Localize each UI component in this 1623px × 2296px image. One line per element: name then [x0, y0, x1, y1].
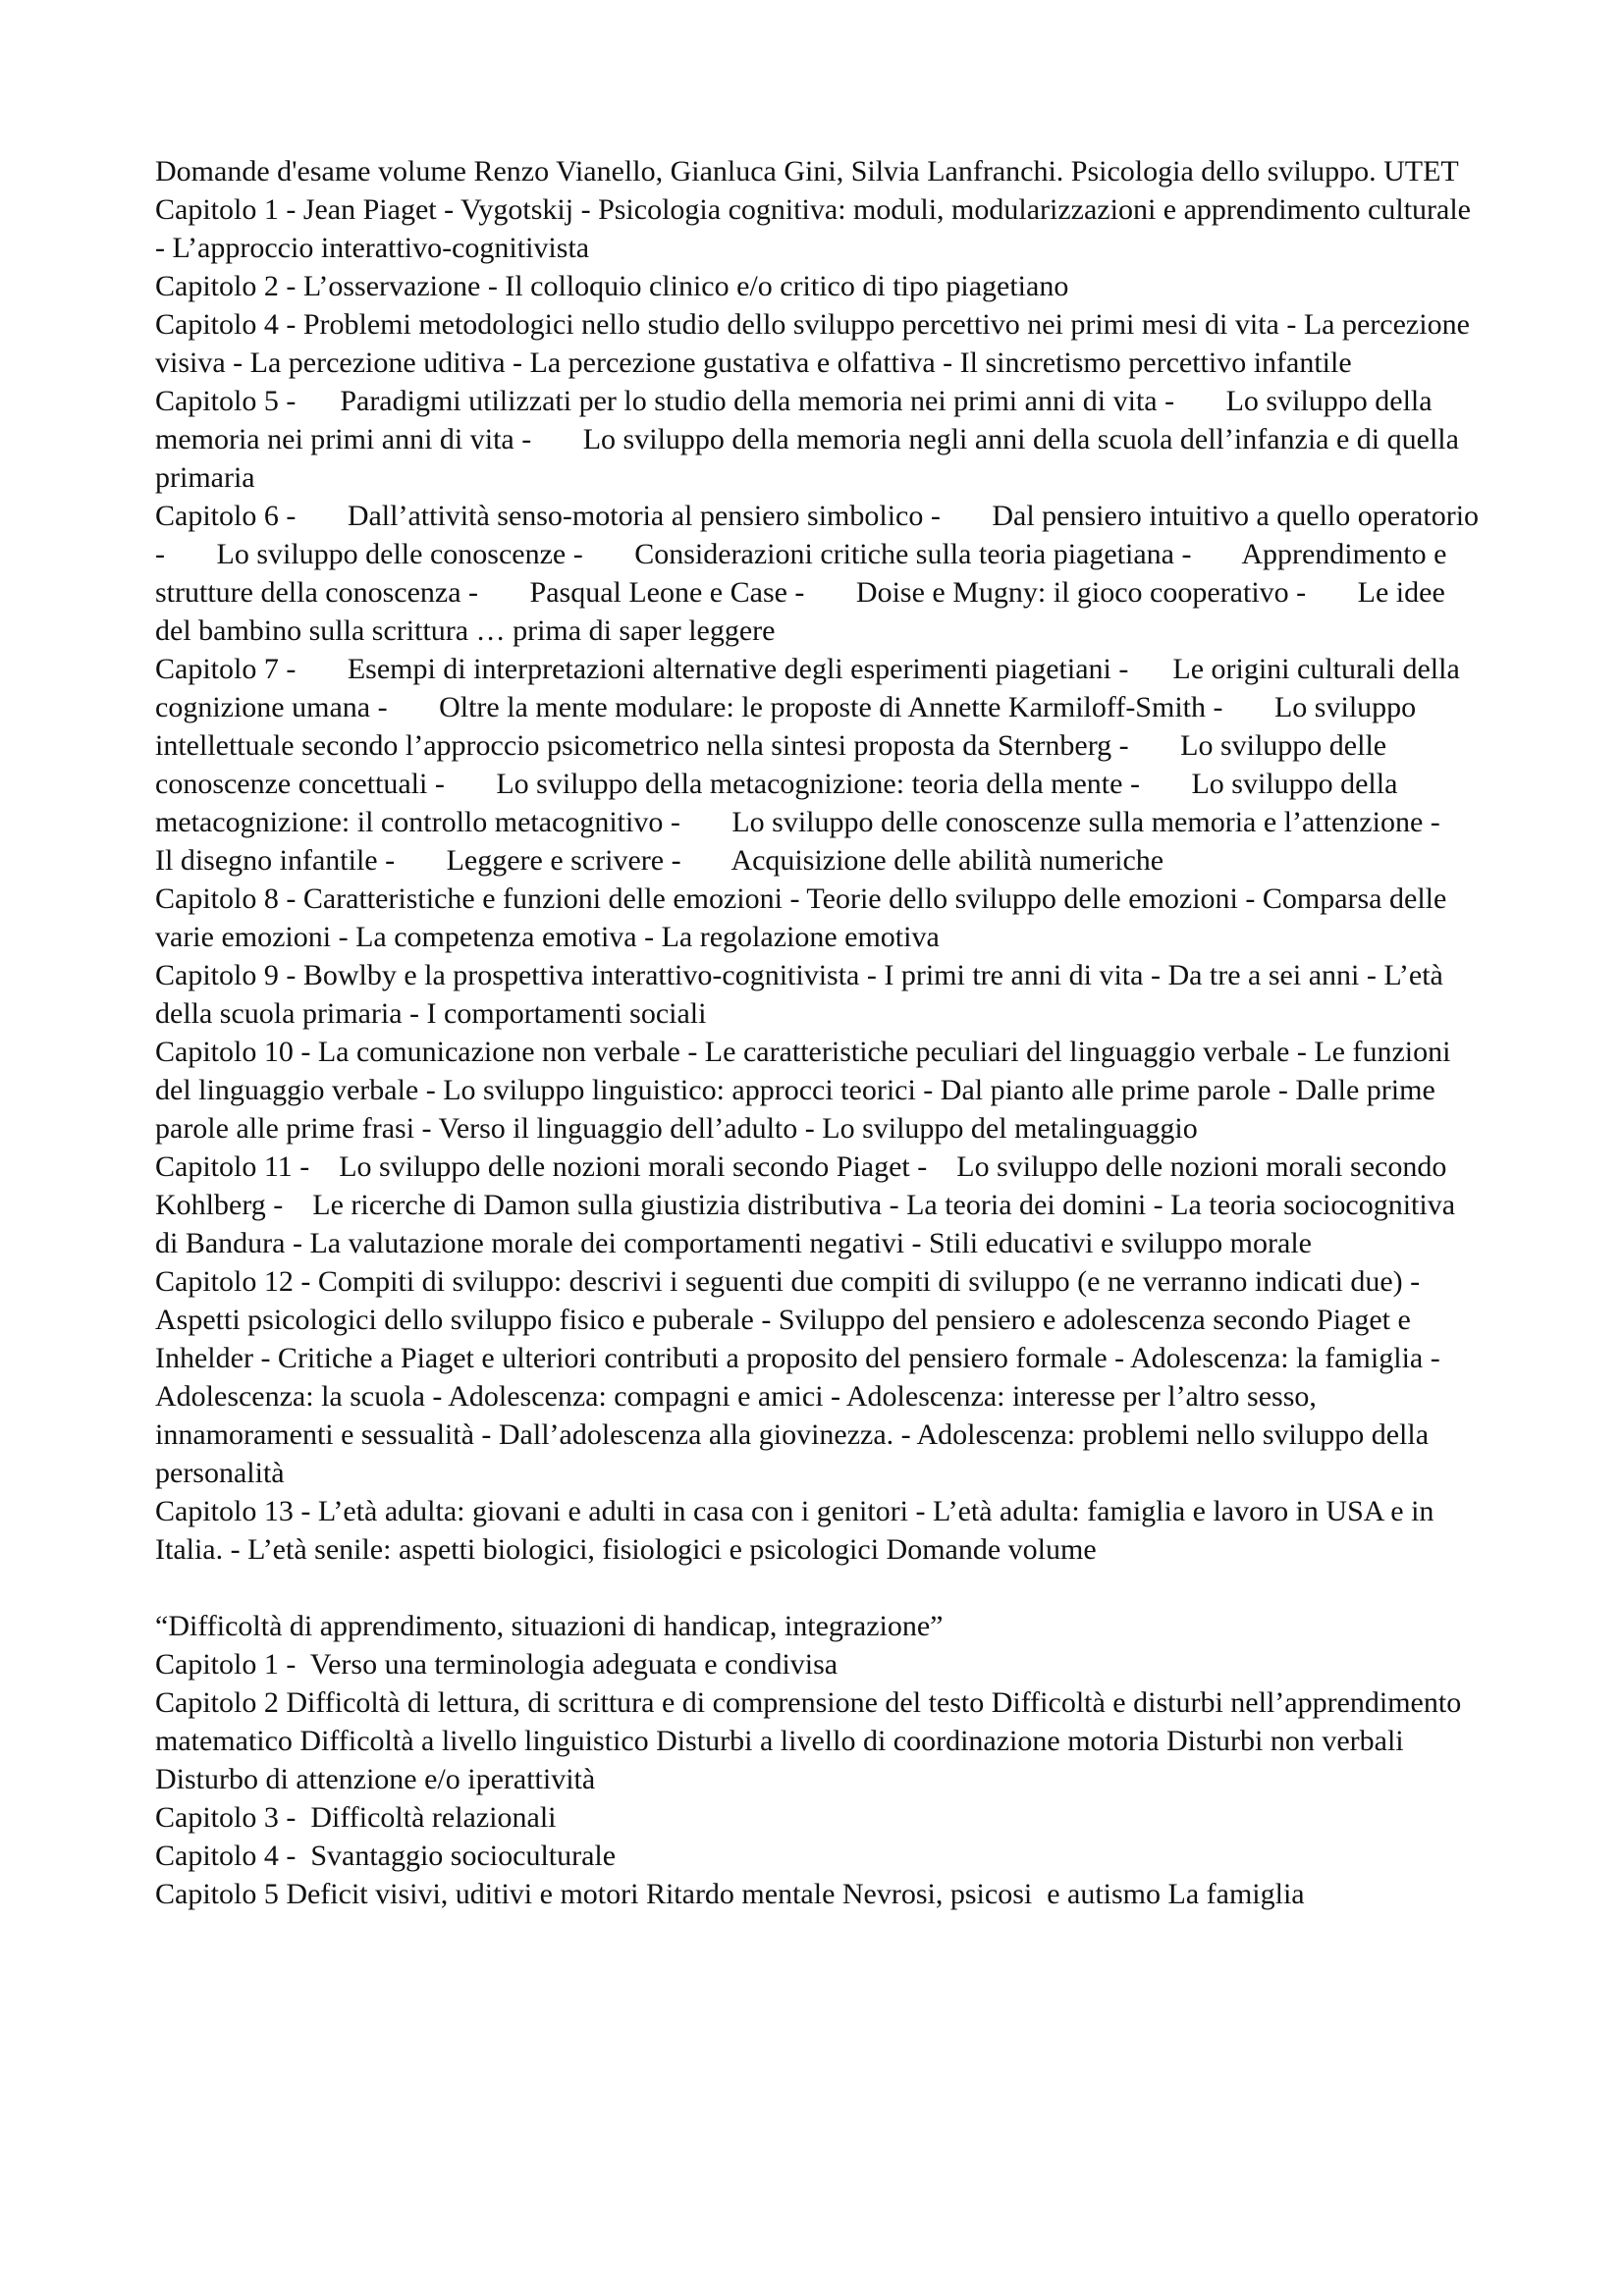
- section-2-chapter-1: Capitolo 1 - Verso una terminologia adeguata e condivisa: [155, 1648, 839, 1681]
- chapter-12: Capitolo 12 - Compiti di sviluppo: descrivi i seguenti due compiti di sviluppo (e ne verranno indicati due) - Aspetti psicologici dello sviluppo fisico e puberale - Sviluppo del pensiero e adolescenza secondo Piaget e Inhelder - Critiche a Piaget e ulteriori contributi a proposito del pensiero formale - Adolescenza: la famiglia - Adolescenza: la scuola - Adolescenza: compagni e amici - Adolescenza: interesse per l’altro sesso, innamoramenti e sessualità - Dall’adolescenza alla giovinezza. - Adolescenza: problemi nello sviluppo della personalità: [155, 1265, 1446, 1489]
- chapter-7: Capitolo 7 - Esempi di interpretazioni alternative degli esperimenti piagetiani - Le origini culturali della cognizione umana - Oltre la mente modulare: le proposte di Annette Karmiloff-Smith - Lo sviluppo intellettuale secondo l’approccio psicometrico nella sintesi proposta da Sternberg - Lo sviluppo delle conoscenze concettuali - Lo sviluppo della metacognizione: teoria della mente - Lo sviluppo della metacognizione: il controllo metacognitivo - Lo sviluppo delle conoscenze sulla memoria e l’attenzione - Il disegno infantile - Leggere e scrivere - Acquisizione delle abilità numeriche: [155, 653, 1485, 877]
- chapter-9: Capitolo 9 - Bowlby e la prospettiva interattivo-cognitivista - I primi tre anni di vita - Da tre a sei anni - L’età della scuola primaria - I comportamenti sociali: [155, 959, 1451, 1030]
- section-2-chapter-2: Capitolo 2 Difficoltà di lettura, di scrittura e di comprensione del testo Difficoltà e disturbi nell’apprendimento matematico Difficoltà a livello linguistico Disturbi a livello di coordinazione motoria Disturbi non verbali Disturbo di attenzione e/o iperattività: [155, 1686, 1469, 1795]
- blank-line: [155, 1569, 1481, 1607]
- section-2-title: “Difficoltà di apprendimento, situazioni di handicap, integrazione”: [155, 1610, 944, 1642]
- chapter-13: Capitolo 13 - L’età adulta: giovani e adulti in casa con i genitori - L’età adulta: famiglia e lavoro in USA e in Italia. - L’età senile: aspetti biologici, fisiologici e psicologici Domande volume: [155, 1495, 1441, 1566]
- chapter-6: Capitolo 6 - Dall’attività senso-motoria al pensiero simbolico - Dal pensiero intuitivo a quello operatorio - Lo sviluppo delle conoscenze - Considerazioni critiche sulla teoria piagetiana - Apprendimento e strutture della conoscenza - Pasqual Leone e Case - Doise e Mugny: il gioco cooperativo - Le idee del bambino sulla scrittura … prima di saper leggere: [155, 500, 1487, 647]
- chapter-2: Capitolo 2 - L’osservazione - Il colloquio clinico e/o critico di tipo piagetiano: [155, 270, 1069, 302]
- chapter-5: Capitolo 5 - Paradigmi utilizzati per lo studio della memoria nei primi anni di vita - Lo sviluppo della memoria nei primi anni di vita - Lo sviluppo della memoria negli anni della scuola dell’infanzia e di quella primaria: [155, 385, 1467, 494]
- section-2-chapter-4: Capitolo 4 - Svantaggio socioculturale: [155, 1840, 617, 1872]
- section-2-chapter-5: Capitolo 5 Deficit visivi, uditivi e motori Ritardo mentale Nevrosi, psicosi e autismo La famiglia: [155, 1878, 1305, 1910]
- document-title: Domande d'esame volume Renzo Vianello, Gianluca Gini, Silvia Lanfranchi. Psicologia dello sviluppo. UTET: [155, 155, 1459, 187]
- chapter-8: Capitolo 8 - Caratteristiche e funzioni delle emozioni - Teorie dello sviluppo delle emozioni - Comparsa delle varie emozioni - La competenza emotiva - La regolazione emotiva: [155, 882, 1454, 953]
- document-page: [155, 152, 1487, 1913]
- section-2-chapter-3: Capitolo 3 - Difficoltà relazionali: [155, 1801, 557, 1834]
- chapter-1: Capitolo 1 - Jean Piaget - Vygotskij - Psicologia cognitiva: moduli, modularizzazioni e apprendimento culturale - L’approccio interattivo-cognitivista: [155, 193, 1479, 264]
- chapter-11: Capitolo 11 - Lo sviluppo delle nozioni morali secondo Piaget - Lo sviluppo delle nozioni morali secondo Kohlberg - Le ricerche di Damon sulla giustizia distributiva - La teoria dei domini - La teoria sociocognitiva di Bandura - La valutazione morale dei comportamenti negativi - Stili educativi e sviluppo morale: [155, 1150, 1463, 1259]
- chapter-4: Capitolo 4 - Problemi metodologici nello studio dello sviluppo percettivo nei primi mesi di vita - La percezione visiva - La percezione uditiva - La percezione gustativa e olfattiva - Il sincretismo percettivo infantile: [155, 308, 1478, 379]
- chapter-10: Capitolo 10 - La comunicazione non verbale - Le caratteristiche peculiari del linguaggio verbale - Le funzioni del linguaggio verbale - Lo sviluppo linguistico: approcci teorici - Dal pianto alle prime parole - Dalle prime parole alle prime frasi - Verso il linguaggio dell’adulto - Lo sviluppo del metalinguaggio: [155, 1036, 1458, 1145]
